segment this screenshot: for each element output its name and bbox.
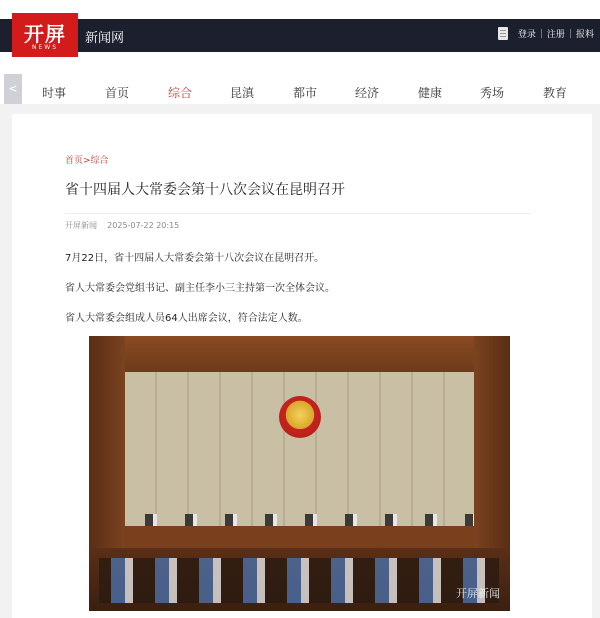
article-paragraph: 7月22日，省十四届人大常委会第十八次会议在昆明召开。 [65, 253, 325, 264]
site-logo[interactable] [12, 13, 78, 57]
register-link[interactable]: 注册 [546, 30, 565, 40]
article-datetime: 2025-07-22 20:15 [107, 221, 180, 230]
divider [65, 213, 531, 214]
article-source: 开屏新闻 [65, 221, 97, 230]
article-paragraph: 省人大常委会组成人员64人出席会议，符合法定人数。 [65, 313, 308, 324]
nav-items [22, 74, 600, 108]
logo-text: 开屏 [24, 22, 66, 46]
nav-item-education[interactable]: 教育 [543, 86, 568, 100]
document-icon[interactable] [498, 27, 508, 40]
photo-dais [125, 526, 474, 548]
photo-ceiling [89, 336, 510, 372]
nav-item-shishi[interactable]: 时事 [42, 86, 67, 100]
photo-desks [99, 558, 499, 603]
breadcrumb[interactable]: 首页>综合 [65, 156, 109, 166]
logo-subtext: NEWS [31, 44, 59, 51]
nav-item-city[interactable]: 都市 [293, 86, 318, 100]
article-paragraph: 省人大常委会党组书记、副主任李小三主持第一次全体会议。 [65, 283, 335, 294]
site-name: 新闻网 [85, 31, 125, 46]
national-emblem-icon [279, 396, 321, 438]
report-link[interactable]: 报料 [575, 30, 594, 40]
nav-item-home[interactable]: 首页 [105, 86, 130, 100]
nav-prev-button[interactable]: < [4, 74, 22, 104]
nav-item-show[interactable]: 秀场 [480, 86, 505, 100]
article-title: 省十四届人大常委会第十八次会议在昆明召开 [65, 182, 345, 198]
nav-item-economy[interactable]: 经济 [355, 86, 380, 100]
divider: | [568, 28, 572, 39]
nav-item-zonghe[interactable]: 综合 [168, 86, 193, 100]
channel-nav [0, 74, 600, 108]
login-link[interactable]: 登录 [517, 30, 536, 40]
account-links [498, 27, 594, 40]
article-photo [89, 336, 510, 611]
photo-watermark: 开屏新闻 [456, 587, 500, 600]
article-card [12, 114, 592, 618]
divider: | [539, 28, 543, 39]
article-meta [65, 220, 179, 231]
nav-item-health[interactable]: 健康 [418, 86, 443, 100]
nav-item-kundian[interactable]: 昆滇 [230, 86, 255, 100]
